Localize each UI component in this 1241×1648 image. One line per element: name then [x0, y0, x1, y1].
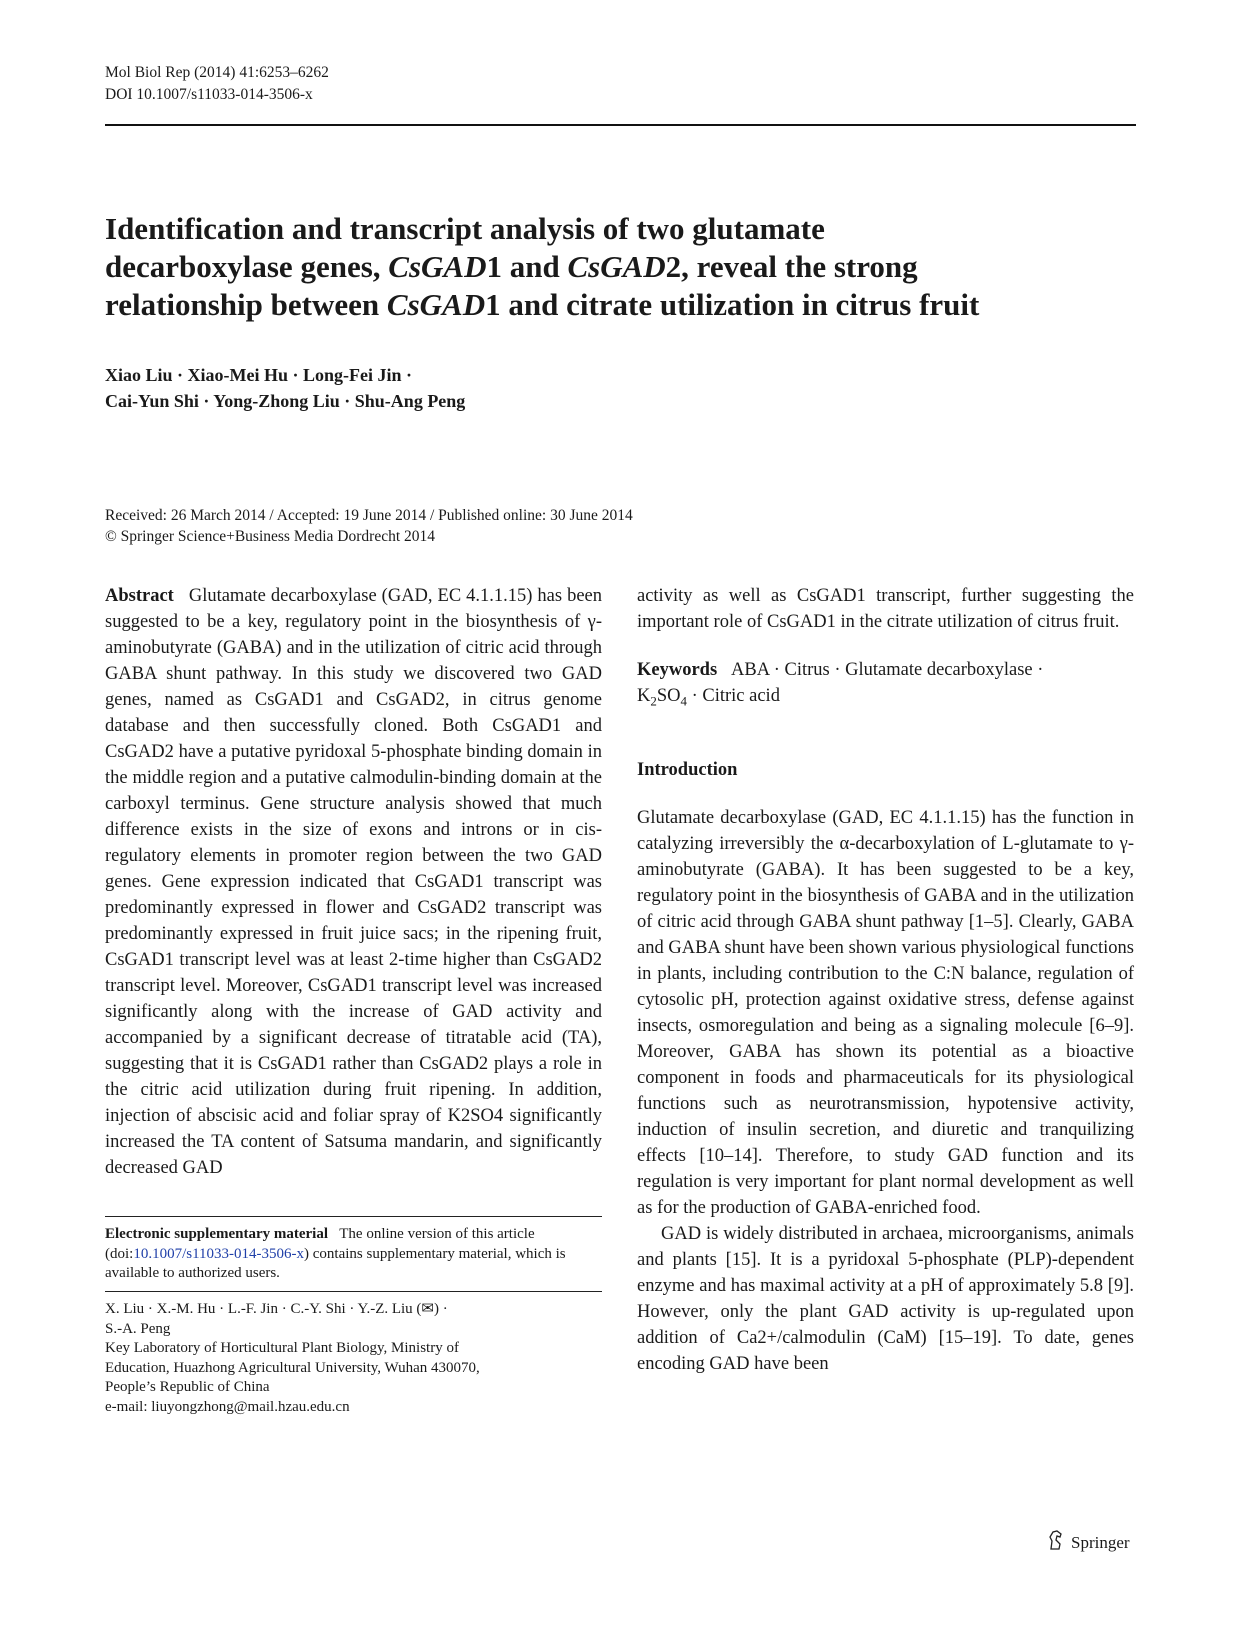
author-line-1: Xiao Liu · Xiao-Mei Hu · Long-Fei Jin ·	[105, 365, 413, 385]
abstract-paragraph	[105, 583, 602, 1181]
author-line-2: Cai-Yun Shi · Yong-Zhong Liu · Shu-Ang Peng	[105, 391, 466, 411]
abstract-continuation: activity as well as CsGAD1 transcript, further suggesting the important role of CsGAD1 in the citrate utilization of citrus fruit.	[637, 586, 1134, 632]
journal-citation: Mol Biol Rep (2014) 41:6253–6262	[105, 64, 329, 81]
title-line-3: relationship between CsGAD1 and citrate utilization in citrus fruit	[105, 287, 980, 322]
affiliation-lab-3: People’s Republic of China	[105, 1379, 270, 1395]
doi-link[interactable]: 10.1007/s11033-014-3506-x	[133, 1245, 305, 1262]
esm-note: Electronic supplementary material The online version of this article (doi:10.1007/s11033-014-3506-x) contains supplementary material, which is available to authorized users.	[105, 1226, 566, 1281]
esm-rule	[105, 1216, 602, 1217]
keywords-heading: Keywords	[637, 660, 718, 680]
keywords-paragraph	[637, 657, 1134, 709]
abstract-section	[105, 583, 602, 1181]
corresponding-email: e-mail: liuyongzhong@mail.hzau.edu.cn	[105, 1398, 350, 1415]
affiliation-lab-2: Education, Huazhong Agricultural University, Wuhan 430070,	[105, 1359, 480, 1376]
introduction-heading: Introduction	[637, 760, 738, 780]
header-rule	[105, 124, 1136, 126]
springer-horse-icon	[1047, 1530, 1065, 1555]
keywords-line-2: $K_2SO_4$ · Citric acid	[637, 686, 780, 709]
received-accepted-line: Received: 26 March 2014 / Accepted: 19 June 2014 / Published online: 30 June 2014	[105, 507, 633, 524]
right-column	[637, 583, 1134, 1377]
journal-header	[105, 62, 329, 106]
keywords-line-1: ABA · Citrus · Glutamate decarboxylase ·	[731, 660, 1044, 680]
introduction-paragraph-2: GAD is widely distributed in archaea, microorganisms, animals and plants [15]. It is a pyridoxal 5-phosphate (PLP)-dependent enzyme and has maximal activity at a pH of approximately 5.8 [9]. However, only the plant GAD activity is up-regulated upon addition of Ca2+/calmodulin (CaM) [15–19]. To date, genes encoding GAD have been	[637, 1224, 1134, 1374]
publication-dates	[105, 505, 633, 547]
affiliation-names-1: X. Liu · X.-M. Hu · L.-F. Jin · C.-Y. Shi · Y.-Z. Liu (✉) ·	[105, 1301, 448, 1317]
introduction-paragraph-1: Glutamate decarboxylase (GAD, EC 4.1.1.15) has the function in catalyzing irreversibly the α-decarboxylation of L-glutamate to γ-aminobutyrate (GABA). It has been suggested to be a key, regulatory point in the biosynthesis of GABA and in the utilization of citric acid through GABA shunt pathway [1–5]. Clearly, GABA and GABA shunt have been shown various physiological functions in plants, including contribution to the C:N balance, regulation of cytosolic pH, protection against oxidative stress, defense against insects, osmoregulation and being as a signaling molecule [6–9]. Moreover, GABA has shown its potential as a bioactive component in foods and pharmaceuticals for its physiological functions such as neurotransmission, hypotensive activity, induction of insulin secretion, and diuretic and tranquilizing effects [10–14]. Therefore, to study GAD function and its regulation is very important for plant normal development as well as for the production of GABA-enriched food.	[637, 808, 1134, 1218]
copyright-line: © Springer Science+Business Media Dordrecht 2014	[105, 528, 436, 545]
publisher-footer	[1047, 1530, 1130, 1555]
doi-line: DOI 10.1007/s11033-014-3506-x	[105, 86, 313, 103]
title-line-1: Identification and transcript analysis of two glutamate	[105, 211, 825, 246]
author-list	[105, 362, 465, 414]
abstract-text: Glutamate decarboxylase (GAD, EC 4.1.1.15) has been suggested to be a key, regulatory point in the biosynthesis of γ-aminobutyrate (GABA) and in the utilization of citric acid through GABA shunt pathway. In this study we discovered two GAD genes, named as CsGAD1 and CsGAD2, in citrus genome database and then successfully cloned. Both CsGAD1 and CsGAD2 have a putative pyridoxal 5-phosphate binding domain in the middle region and a putative calmodulin-binding domain at the carboxyl terminus. Gene structure analysis showed that much difference exists in the size of exons and introns or in cis-regulatory elements in promoter region between the two GAD genes. Gene expression indicated that CsGAD1 transcript was predominantly expressed in flower and CsGAD2 transcript was predominantly expressed in fruit juice sacs; in the ripening fruit, CsGAD1 transcript level was at least 2-time higher than CsGAD2 transcript level. Moreover, CsGAD1 transcript level was increased significantly along with the increase of GAD activity and accompanied by a significant decrease of titratable acid (TA), suggesting that it is CsGAD1 rather than CsGAD2 plays a role in the citric acid utilization during fruit ripening. In addition, injection of abscisic acid and foliar spray of K2SO4 significantly increased the TA content of Satsuma mandarin, and significantly decreased GAD	[105, 586, 603, 1178]
affiliation-lab-1: Key Laboratory of Horticultural Plant Biology, Ministry of	[105, 1340, 459, 1356]
title-line-2: decarboxylase genes, CsGAD1 and CsGAD2, reveal the strong	[105, 249, 918, 284]
abstract-heading: Abstract	[105, 586, 174, 606]
affiliation-rule	[105, 1291, 602, 1292]
affiliation-block	[105, 1300, 602, 1417]
paper-title	[105, 210, 1136, 324]
esm-heading: Electronic supplementary material	[105, 1226, 329, 1242]
springer-wordmark: Springer	[1071, 1532, 1130, 1552]
affiliation-names-2: S.-A. Peng	[105, 1320, 171, 1337]
